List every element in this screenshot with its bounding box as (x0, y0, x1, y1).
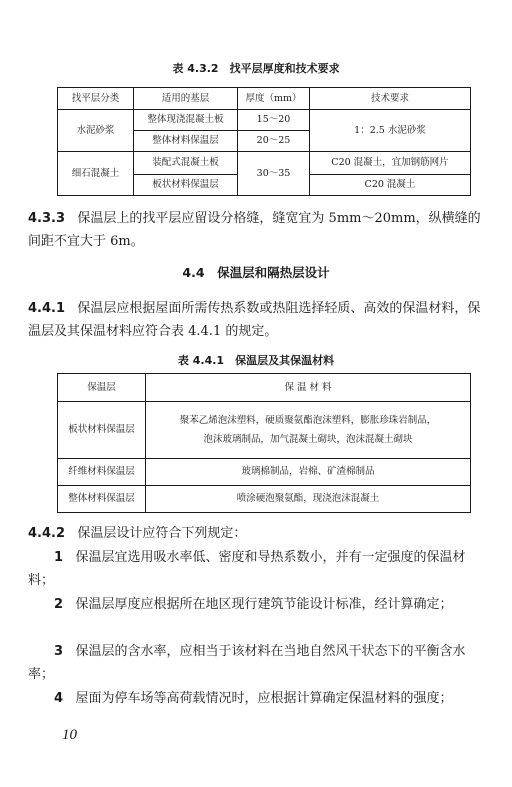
item-number: 3 (54, 644, 64, 659)
item-text: 保温层厚度应根据所在地区现行建筑节能设计标准，经计算确定； (75, 597, 453, 612)
cell-base: 板状材料保温层 (134, 175, 238, 196)
table-4-4-1 (57, 373, 471, 513)
cell-base: 装配式混凝土板 (134, 152, 238, 175)
header-materials: 保 温 材 料 (146, 374, 471, 402)
cell-thickness: 15～20 (238, 110, 310, 131)
clause-number: 4.4.1 (28, 301, 66, 316)
cell-requirement: C20 混凝土 (310, 175, 471, 196)
table-row (58, 402, 471, 459)
item-text: 保温层宜选用吸水率低、密度和导热系数小，并有一定强度的保温材料； (28, 550, 466, 588)
item-text: 屋面为停车场等高荷载情况时，应根据计算确定保温材料的强度； (75, 691, 453, 706)
cell-requirement: C20 混凝土，宜加钢筋网片 (310, 152, 471, 175)
item-text: 保温层的含水率，应相当于该材料在当地自然风干状态下的平衡含水率； (28, 644, 466, 682)
list-item (28, 687, 484, 710)
item-number: 2 (54, 597, 64, 612)
header-base: 适用的基层 (134, 88, 238, 110)
cell-requirement: 1：2.5 水泥砂浆 (310, 110, 471, 152)
cell-base: 整体现浇混凝土板 (134, 110, 238, 131)
header-thickness: 厚度（mm） (238, 88, 310, 110)
table-4-3-2-caption: 表 4.3.2 找平层厚度和技术要求 (172, 62, 340, 75)
cell-base: 整体材料保温层 (134, 131, 238, 152)
table-4-4-1-caption: 表 4.4.1 保温层及其保温材料 (177, 354, 335, 367)
cell-thickness: 30～35 (238, 152, 310, 196)
item-number: 1 (54, 550, 64, 565)
clause-4-4-1 (28, 297, 484, 343)
list-item (28, 640, 484, 686)
table-4-3-2 (57, 87, 471, 196)
materials-line: 聚苯乙烯泡沫塑料，硬质聚氨酯泡沫塑料，膨胀珍珠岩制品， (179, 415, 437, 426)
clause-text: 保温层应根据屋面所需传热系数或热阻选择轻质、高效的保温材料，保温层及其保温材料应符合表 4.4.1 的规定。 (28, 301, 481, 339)
cell-thickness: 20～25 (238, 131, 310, 152)
cell-category: 水泥砂浆 (58, 110, 134, 152)
cell-layer: 板状材料保温层 (58, 402, 146, 459)
header-requirement: 技术要求 (310, 88, 471, 110)
table-row (58, 486, 471, 513)
table-row (58, 110, 471, 131)
clause-4-3-3 (28, 207, 484, 253)
section-4-4-title: 4.4 保温层和隔热层设计 (182, 265, 330, 280)
materials-line: 泡沫玻璃制品，加气混凝土砌块，泡沫混凝土砌块 (203, 434, 413, 445)
cell-layer: 整体材料保温层 (58, 486, 146, 513)
page-number: 10 (62, 727, 77, 743)
item-number: 4 (54, 691, 64, 706)
cell-materials: 玻璃棉制品，岩棉、矿渣棉制品 (146, 459, 471, 486)
cell-category: 细石混凝土 (58, 152, 134, 196)
list-item (28, 546, 484, 592)
table-header-row (58, 374, 471, 402)
clause-number: 4.4.2 (28, 526, 66, 541)
header-category: 找平层分类 (58, 88, 134, 110)
table-row (58, 152, 471, 175)
list-item (28, 593, 484, 616)
clause-text: 保温层设计应符合下列规定： (77, 526, 247, 541)
clause-4-4-2 (28, 522, 484, 545)
clause-text: 保温层上的找平层应留设分格缝，缝宽宜为 5mm～20mm，纵横缝的间距不宜大于 6m。 (28, 211, 481, 249)
table-header-row (58, 88, 471, 110)
cell-layer: 纤维材料保温层 (58, 459, 146, 486)
cell-materials: 喷涂硬泡聚氨酯，现浇泡沫混凝土 (146, 486, 471, 513)
table-row (58, 459, 471, 486)
cell-materials (146, 402, 471, 459)
header-layer: 保温层 (58, 374, 146, 402)
clause-number: 4.3.3 (28, 211, 66, 226)
